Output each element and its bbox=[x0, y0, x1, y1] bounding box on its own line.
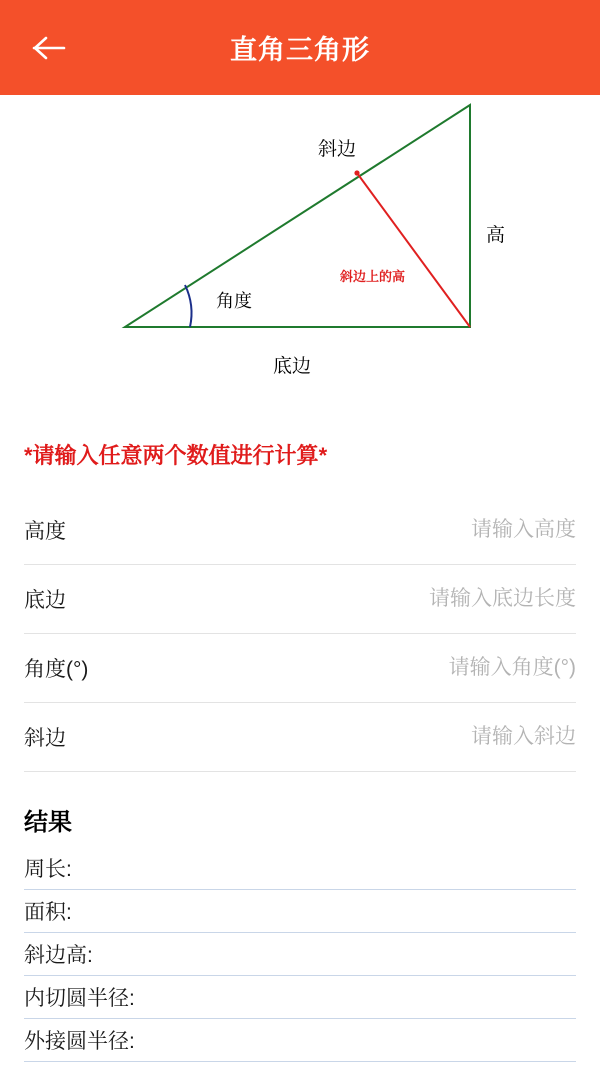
page-title: 直角三角形 bbox=[230, 35, 370, 65]
field-row-height bbox=[24, 496, 576, 565]
back-button[interactable] bbox=[14, 13, 84, 83]
field-label-base: 底边 bbox=[24, 589, 66, 612]
result-row-area bbox=[24, 890, 576, 933]
triangle-diagram-svg bbox=[0, 95, 600, 405]
result-label-area: 面积: bbox=[24, 901, 72, 924]
result-row-altitude bbox=[24, 933, 576, 976]
field-label-height: 高度 bbox=[24, 520, 66, 543]
results-title: 结果 bbox=[24, 809, 72, 836]
app-header bbox=[0, 0, 600, 95]
field-row-angle bbox=[24, 634, 576, 703]
angle-input[interactable] bbox=[246, 656, 576, 680]
input-notice: *请输入任意两个数值进行计算* bbox=[24, 443, 328, 468]
result-row-perimeter bbox=[24, 847, 576, 890]
diagram-label-height: 高 bbox=[486, 225, 506, 246]
result-row-inradius bbox=[24, 976, 576, 1019]
result-row-circumradius bbox=[24, 1019, 576, 1062]
hypotenuse-input[interactable] bbox=[246, 725, 576, 749]
field-row-hypotenuse bbox=[24, 703, 576, 772]
triangle-diagram bbox=[0, 95, 600, 405]
base-input[interactable] bbox=[246, 587, 576, 611]
result-label-altitude: 斜边高: bbox=[24, 944, 93, 967]
diagram-label-angle: 角度 bbox=[216, 291, 252, 311]
main-content bbox=[0, 439, 600, 1062]
result-label-perimeter: 周长: bbox=[24, 858, 72, 881]
result-label-circumradius: 外接圆半径: bbox=[24, 1030, 135, 1053]
arrow-left-icon bbox=[32, 35, 66, 61]
diagram-label-base: 底边 bbox=[273, 356, 312, 377]
result-label-inradius: 内切圆半径: bbox=[24, 987, 135, 1010]
field-row-base bbox=[24, 565, 576, 634]
height-input[interactable] bbox=[246, 518, 576, 542]
diagram-label-altitude: 斜边上的高 bbox=[340, 269, 406, 284]
field-label-angle: 角度(°) bbox=[24, 658, 89, 681]
diagram-label-hypotenuse: 斜边 bbox=[318, 139, 357, 160]
field-label-hypotenuse: 斜边 bbox=[24, 727, 66, 750]
